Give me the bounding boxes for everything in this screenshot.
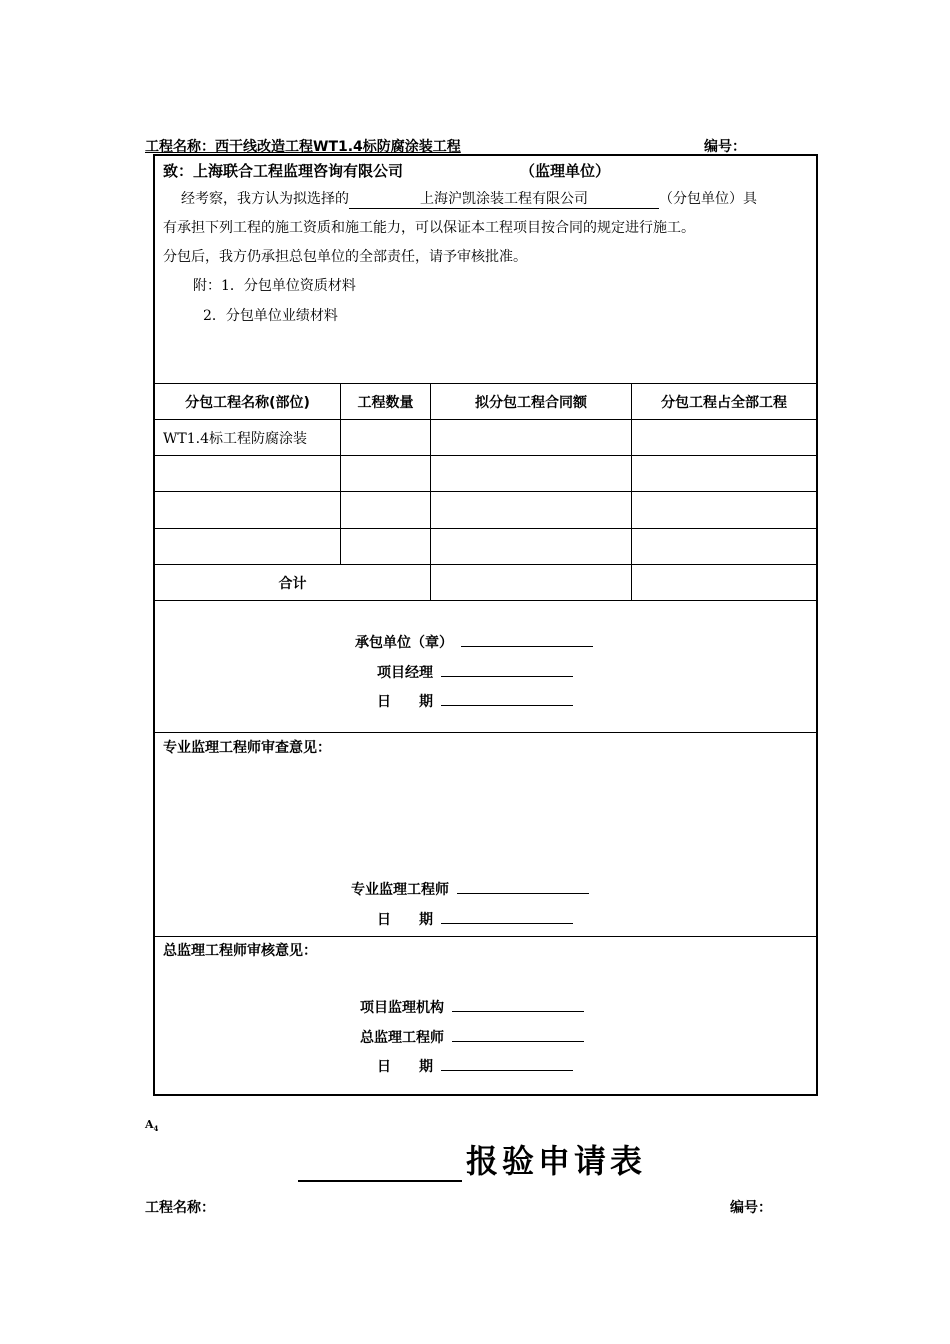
inspection-request-title [298,1136,646,1182]
contractor-date-blank[interactable] [441,693,573,706]
chief-engineer-line [360,1027,584,1047]
table-row-border [155,528,816,529]
supervision-org-label: 项目监理机构 [360,1000,444,1016]
chief-date-label: 日 期 [377,1059,433,1075]
subcontract-approval-form [153,154,818,1096]
attachment-2: 2．分包单位业绩材料 [203,308,338,324]
chief-engineer-label: 总监理工程师 [360,1030,444,1046]
body-line-2: 有承担下列工程的施工资质和施工能力，可以保证本工程项目按合同的规定进行施工。 [163,220,695,236]
table-header-percentage: 分包工程占全部工程 [661,394,787,411]
chief-engineer-blank[interactable] [452,1029,584,1042]
table-header-quantity: 工程数量 [357,394,414,411]
table-header-name: 分包工程名称(部位) [185,394,310,411]
table-cell-name: WT1.4标工程防腐涂装 [163,430,307,447]
table-total-label: 合计 [278,575,307,592]
contractor-date-line [377,691,573,711]
next-project-name-label: 工程名称： [145,1200,215,1216]
table-row-border [155,491,816,492]
chief-date-line [377,1056,573,1076]
form-number-label: 编号： [704,139,746,155]
contractor-unit-label: 承包单位（章） [355,635,453,651]
table-header-contract-amount: 拟分包工程合同额 [475,394,587,411]
specialist-date-label: 日 期 [377,912,433,928]
specialist-review-title: 专业监理工程师审查意见： [163,740,331,756]
project-manager-line [377,662,573,682]
specialist-engineer-label: 专业监理工程师 [351,882,449,898]
form-code-sub: 4 [153,1124,159,1134]
table-row-border [155,455,816,456]
form-code-letter: A [145,1118,154,1131]
title-blank[interactable] [298,1146,462,1182]
attachment-1: 附：1．分包单位资质材料 [193,278,356,294]
form-code [145,1118,158,1133]
chief-date-blank[interactable] [441,1058,573,1071]
addressee: 致：上海联合工程监理咨询有限公司 [163,162,404,180]
table-cell-quantity [341,420,430,455]
body-line-1-suffix: （分包单位）具 [659,191,757,207]
chief-review-title: 总监理工程师审核意见： [163,943,317,959]
specialist-date-blank[interactable] [441,911,573,924]
body-line-1-prefix: 经考察，我方认为拟选择的 [181,191,349,207]
specialist-date-line [377,909,573,929]
specialist-engineer-blank[interactable] [457,881,589,894]
contractor-unit-blank[interactable] [461,634,593,647]
addressee-role: （监理单位） [520,162,611,180]
contractor-unit-line [355,632,593,652]
next-number-label: 编号： [730,1200,772,1216]
supervision-org-blank[interactable] [452,999,584,1012]
table-cell-percentage [632,420,816,455]
inspection-request-title-text: 报验申请表 [466,1142,647,1180]
project-manager-label: 项目经理 [377,665,433,681]
specialist-engineer-line [351,879,589,899]
project-manager-blank[interactable] [441,664,573,677]
project-name-header: 工程名称：西干线改造工程WT1.4标防腐涂装工程 [145,139,461,155]
body-line-3: 分包后，我方仍承担总包单位的全部责任，请予审核批准。 [163,249,527,265]
contractor-date-label: 日 期 [377,694,433,710]
table-bottom-border [155,600,816,601]
body-line-1 [181,188,757,209]
subcontractor-name [349,188,659,209]
subcontractor-name-text: 上海沪凯涂装工程有限公司 [420,191,588,207]
section-divider [155,732,816,733]
section-divider [155,936,816,937]
table-cell-amount [431,420,631,455]
supervision-org-line [360,997,584,1017]
